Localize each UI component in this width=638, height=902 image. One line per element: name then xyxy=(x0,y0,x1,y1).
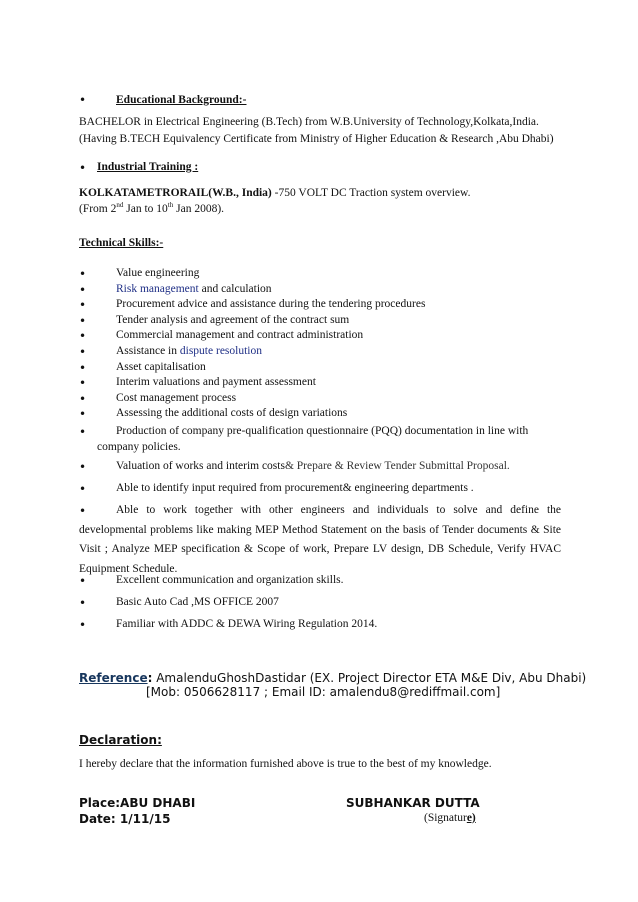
bullet-icon: • xyxy=(79,425,87,439)
bullet-icon: • xyxy=(79,504,87,518)
skill-item-text: Assistance in xyxy=(116,345,180,357)
training-line xyxy=(79,187,470,199)
skill-item xyxy=(116,376,316,388)
reference-contact: [Mob: 0506628117 ; Email ID: amalendu8@rediffmail.com] xyxy=(146,685,501,699)
skill-item xyxy=(116,345,262,357)
skill-item-link[interactable]: dispute resolution xyxy=(179,345,262,357)
skill-work-rest: developmental problems like making MEP Method Statement on the basis of Tender documents & Site Visit ; Analyze MEP specification & Scope of work, Prepare LV design, DB Schedule, Verify HVAC Equipment Schedule. xyxy=(79,523,561,575)
skill-item-text: Procurement advice and assistance during the tendering procedures xyxy=(116,298,426,310)
bullet-icon: • xyxy=(79,345,87,359)
reference-colon: : xyxy=(147,671,153,685)
ordinal-suffix: nd xyxy=(116,201,124,210)
skill-addc: Familiar with ADDC & DEWA Wiring Regulation 2014. xyxy=(116,618,378,630)
declaration-text: I hereby declare that the information furnished above is true to the best of my knowledge. xyxy=(79,758,492,770)
skill-item-text: Asset capitalisation xyxy=(116,361,206,373)
bullet-icon: • xyxy=(79,93,87,107)
skill-item xyxy=(116,267,199,279)
skill-item xyxy=(116,298,425,310)
reference-line xyxy=(79,667,586,686)
training-period-mid: Jan to 10 xyxy=(123,203,168,215)
signature-text: (Signatur xyxy=(424,812,467,824)
skill-item-text: Tender analysis and agreement of the contract sum xyxy=(116,314,350,326)
skill-able: Able to identify input required from procurement& engineering departments . xyxy=(116,482,474,494)
signature-label xyxy=(424,812,476,824)
skill-item-link[interactable]: Risk management xyxy=(116,283,199,295)
bullet-icon: • xyxy=(79,596,87,610)
education-degree: BACHELOR in Electrical Engineering (B.Tech) from W.B.University of Technology,Kolkata,India. xyxy=(79,116,539,128)
bullet-icon: • xyxy=(79,574,87,588)
bullet-icon: • xyxy=(79,376,87,390)
skill-item xyxy=(116,283,272,295)
bullet-icon: • xyxy=(79,482,87,496)
education-equivalency: (Having B.TECH Equivalency Certificate from Ministry of Higher Education & Research ,Abu Dhabi) xyxy=(79,133,554,145)
skill-item-text: Cost management process xyxy=(116,392,237,404)
training-company: KOLKATAMETRORAIL(W.B., India) xyxy=(79,187,272,199)
bullet-icon: • xyxy=(79,314,87,328)
skill-item-text: Assessing the additional costs of design variations xyxy=(116,407,348,419)
bullet-icon: • xyxy=(79,361,87,375)
date: Date: 1/11/15 xyxy=(79,812,171,826)
skill-item-text: and calculation xyxy=(198,283,272,295)
declaration-heading: Declaration: xyxy=(79,733,162,747)
skills-heading: Technical Skills:- xyxy=(79,237,164,249)
skill-valuation-main: Valuation of works and interim costs xyxy=(116,460,285,472)
signature-text-end: e) xyxy=(466,812,476,824)
bullet-icon: • xyxy=(79,392,87,406)
bullet-icon: • xyxy=(79,460,87,474)
skill-valuation xyxy=(116,460,510,472)
reference-person: AmalenduGhoshDastidar (EX. Project Director ETA M&E Div, Abu Dhabi) xyxy=(152,671,587,685)
skill-work-paragraph xyxy=(79,501,561,579)
skill-item xyxy=(116,329,363,341)
skill-work-first: Able to work together with other engineers and individuals to solve and define the xyxy=(116,504,561,516)
bullet-icon: • xyxy=(79,298,87,312)
reference-label: Reference xyxy=(79,671,148,685)
training-description: -750 VOLT DC Traction system overview. xyxy=(271,187,471,199)
bullet-icon: • xyxy=(79,267,87,281)
skill-item-text: Interim valuations and payment assessment xyxy=(116,376,316,388)
ordinal-suffix: th xyxy=(167,201,174,210)
skill-pqq-line2: company policies. xyxy=(97,441,181,453)
skill-item xyxy=(116,407,347,419)
place: Place:ABU DHABI xyxy=(79,796,196,810)
skill-item-text: Value engineering xyxy=(116,267,200,279)
skill-communication: Excellent communication and organization skills. xyxy=(116,574,344,586)
bullet-icon: • xyxy=(79,329,87,343)
training-period xyxy=(79,203,224,215)
skill-item xyxy=(116,361,206,373)
training-period-end: Jan 2008). xyxy=(173,203,225,215)
bullet-icon: • xyxy=(79,407,87,421)
bullet-icon: • xyxy=(79,161,87,175)
skill-pqq-line1: Production of company pre-qualification questionnaire (PQQ) documentation in line with xyxy=(116,425,529,437)
skill-item xyxy=(116,314,349,326)
skill-item xyxy=(116,392,236,404)
bullet-icon: • xyxy=(79,283,87,297)
training-period-start: (From 2 xyxy=(79,203,117,215)
signatory-name: SUBHANKAR DUTTA xyxy=(346,796,480,810)
training-heading: Industrial Training : xyxy=(97,161,199,173)
bullet-icon: • xyxy=(79,618,87,632)
skill-valuation-extra: & Prepare & Review Tender Submittal Proposal. xyxy=(284,460,510,472)
skill-item-text: Commercial management and contract administration xyxy=(116,329,364,341)
skill-autocad: Basic Auto Cad ,MS OFFICE 2007 xyxy=(116,596,279,608)
education-heading: Educational Background:- xyxy=(116,94,247,106)
